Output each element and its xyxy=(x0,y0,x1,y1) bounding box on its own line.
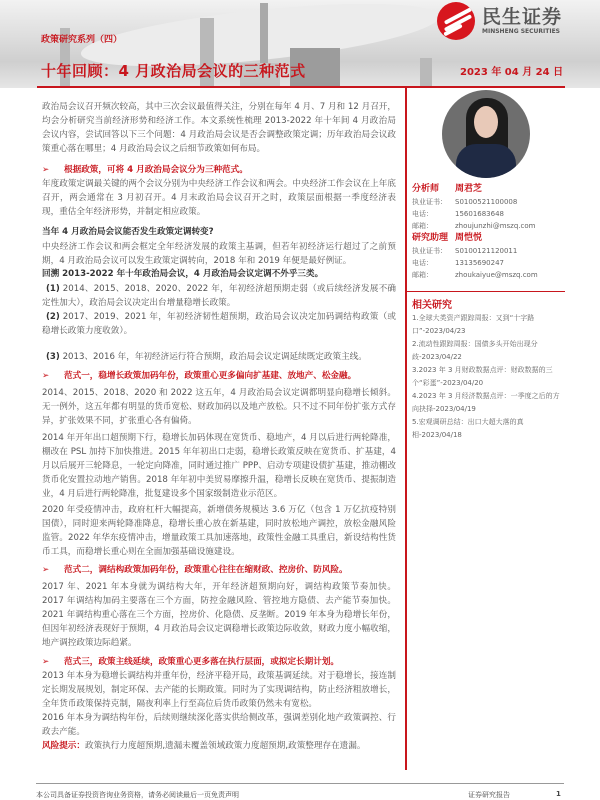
banner-building xyxy=(420,58,432,88)
key-point-text: 范式二，调结构政策加码年份，政策重心往往在缩财政、控房价、防风险。 xyxy=(64,565,348,575)
analyst-name: 周君芝 xyxy=(455,184,483,194)
risk-warning xyxy=(42,739,396,753)
series-label: 政策研究系列（四） xyxy=(41,35,123,45)
item-text: 2013、2016 年，年初经济运行符合预期，政治局会议定调延续既定政策主线。 xyxy=(59,352,367,362)
paragraph: 中央经济工作会议和两会框定全年经济发展的政策主基调，但若年初经济运行超过了之前预期，4 月政治局会议可以发生政策定调转向，2018 年和 2019 年便是最好例证。 xyxy=(42,242,396,266)
paragraph: 2014 年开年出口超预期下行，稳增长加码体现在宽货币、稳地产，4 月以后进行两轮降准，棚改在 PSL 加持下加快推进。2015 年年初出口走弱，稳增长政策反映在宽货币、扩基建，4 月以后展开三轮降息，一轮定向降准，同时通过推广 PPP、启动专项建设债扩基建，推动棚改货币化安置拉动地产销售。2018 年年初中美贸易摩擦升温，稳增长反映在宽货币、提振制造业，4 月后进行两轮降准，批复建设多个国家级制造业示范区。 xyxy=(42,433,396,499)
paragraph: 2020 年受疫情冲击，政府杠杆大幅提高，新增债务规模达 3.6 万亿（包含 1 万亿抗疫特别国债），同时迎来两轮降准降息，稳增长重心放在新基建，同时放松地产调控，放松金融风险监管。2022 年华东疫情冲击，增量政策工具加速落地，政策性金融工具重启，新设结构性货币工具，而稳增长重心则在全面加强基础设施建设。 xyxy=(42,505,396,557)
paragraph: 年度政策定调最关键的两个会议分别为中央经济工作会议和两会。中央经济工作会议在上年底召开，两会通常在 3 月初召开。4 月末政治局会议召开之时，政策层面根据一季度经济表现，重估全年经济形势，并制定相应政策。 xyxy=(42,179,396,217)
paragraph: 2016 年本身为调结构年份，后续则继续深化落实供给侧改革，强调差别化地产政策调控、行政去产能。 xyxy=(42,713,396,737)
role-label: 分析师 xyxy=(412,184,440,194)
header-divider xyxy=(37,86,565,88)
label: 邮箱： xyxy=(412,271,433,279)
arrow-bullet-icon: ➢ xyxy=(42,371,50,381)
value: 15601683648 xyxy=(455,210,504,218)
key-point-1 xyxy=(42,163,396,177)
value: S0100121120011 xyxy=(455,247,518,255)
analyst-photo xyxy=(442,90,530,178)
minsheng-logo-icon xyxy=(437,2,475,40)
key-point-2 xyxy=(42,369,396,383)
analyst-cert xyxy=(412,196,517,208)
page-number: 1 xyxy=(556,790,561,798)
list-item xyxy=(42,310,396,338)
intro-paragraph: 政治局会议召开频次较高，其中三次会议最值得关注，分别在每年 4 月、7 月和 12 月召开，均会分析研究当前经济形势和经济工作。本文系统性梳理 2013-2022 年十年间 4 月政治局会议内容，尝试回答以下三个问题：4 月政治局会议是否会调整政策定调；历年政治局会议政策重心落在哪里；4 月政治局会议之后细节政策如何布局。 xyxy=(42,102,396,154)
paragraph: 2014、2015、2018、2020 和 2022 这五年，4 月政治局会议定调都明显向稳增长倾斜。无一例外，这五年都有明显的货币宽松、财政加码以及地产放松。只不过不同年份扩张方式存异，扩张效果不同，扩张重心各有偏倚。 xyxy=(42,388,396,426)
assistant-cert xyxy=(412,245,517,257)
email-link[interactable]: zhoukaiyue@mszq.com xyxy=(455,271,538,279)
list-item xyxy=(42,282,396,310)
item-number: (3) xyxy=(46,352,60,362)
label: 电话： xyxy=(412,210,433,218)
key-point-3 xyxy=(42,563,396,577)
label: 邮箱： xyxy=(412,222,433,230)
value: 13135690247 xyxy=(455,259,504,267)
footer-divider xyxy=(36,783,564,784)
assistant-email[interactable] xyxy=(412,269,538,281)
role-label: 研究助理 xyxy=(412,233,449,243)
item-number: (1) xyxy=(46,284,60,294)
paragraph: 2017 年、2021 年本身就为调结构大年，开年经济超预期向好，调结构政策节奏加快。2017 年调结构加码主要落在三个方面，防控金融风险、管控地方隐债、去产能节奏加快。2021 年调结构重心落在三个方面，控房价、化隐债、反垄断。2019 年本身为稳增长年份，但因年初经济表现好于预期，4 月政治局会议定调稳增长政策边际收敛，财政力度小幅收缩，地产调控政策边际趋紧。 xyxy=(42,582,396,648)
arrow-bullet-icon: ➢ xyxy=(42,165,50,175)
list-item xyxy=(42,350,396,364)
assistant-name: 周恺悦 xyxy=(455,233,483,243)
key-point-text: 范式一，稳增长政策加码年份，政策重心更多偏向扩基建、放地产、松金融。 xyxy=(64,371,357,381)
analyst-heading xyxy=(412,183,482,195)
risk-text: 政策执行力度超预期,遗漏未覆盖领域政策力度超预期,政策整理存在遗漏。 xyxy=(84,741,366,751)
analyst-phone xyxy=(412,208,504,220)
item-text: 2014、2015、2018、2020、2022 年，年初经济超预期走弱（或后续经济发展不确定性加大），政治局会议决定出台增量稳增长政策。 xyxy=(42,284,396,308)
email-link[interactable]: zhoujunzhi@mszq.com xyxy=(455,222,536,230)
item-text: 2017、2019、2021 年，年初经济韧性超预期，政治局会议决定加码调结构政策（或稳增长政策力度收敛）。 xyxy=(42,312,396,336)
column-divider xyxy=(405,88,407,770)
label: 执业证书： xyxy=(412,198,447,206)
key-point-text: 根据政策，可将 4 月政治局会议分为三种范式。 xyxy=(64,165,248,175)
key-point-text: 范式三，政策主线延续，政策重心更多落在执行层面，或拟定长期计划。 xyxy=(64,657,340,667)
footer-disclaimer: 本公司具备证券投资咨询业务资格，请务必阅读最后一页免责声明 xyxy=(36,791,239,799)
related-item[interactable]: 4.2023 年 3 月经济数据点评：一季度之后的方向抉择-2023/04/19 xyxy=(412,392,560,413)
assistant-phone xyxy=(412,257,504,269)
related-item[interactable]: 3.2023 年 3 月财政数据点评：财政数据的三个“彩蛋”-2023/04/20 xyxy=(412,366,553,387)
risk-label: 风险提示： xyxy=(42,741,85,751)
label: 电话： xyxy=(412,259,433,267)
related-research-list xyxy=(412,312,562,442)
arrow-bullet-icon: ➢ xyxy=(42,565,50,575)
assistant-heading xyxy=(412,232,482,244)
logo-text-cn: 民生证券 xyxy=(482,6,563,28)
summary-heading: 回溯 2013-2022 年十年政治局会议，4 月政治局会议定调不外乎三类。 xyxy=(42,269,324,279)
label: 执业证书： xyxy=(412,247,447,255)
paragraph: 2013 年本身为稳增长调结构并重年份，经济平稳开局，政策基调延续。对于稳增长，接连制定长期发展规划，制定环保、去产能的长期政策。同时为了实现调结构，防止经济粗放增长，全年货币政策保持克制，隔夜利率上行至高位后货币政策仍然未有宽松。 xyxy=(42,671,396,709)
report-title: 十年回顾：4 月政治局会议的三种范式 xyxy=(41,62,306,80)
related-research-title: 相关研究 xyxy=(412,300,452,311)
related-item[interactable]: 5.宏观调研总结：出口大超大落的真相-2023/04/18 xyxy=(412,418,524,439)
question-heading: 当年 4 月政治局会议能否发生政策定调转变? xyxy=(42,227,214,237)
analyst-email[interactable] xyxy=(412,220,535,232)
arrow-bullet-icon: ➢ xyxy=(42,657,50,667)
value: S0100521100008 xyxy=(455,198,518,206)
related-item[interactable]: 1.全球大类资产跟踪周报：又到“十字路口”-2023/04/23 xyxy=(412,314,535,335)
report-date: 2023 年 04 月 24 日 xyxy=(460,67,564,78)
related-item[interactable]: 2.流动性跟踪周报：国债多头开始出现分歧-2023/04/22 xyxy=(412,340,538,361)
logo-text-en: MINSHENG SECURITIES xyxy=(482,28,560,35)
key-point-4 xyxy=(42,655,396,669)
item-number: (2) xyxy=(46,312,60,322)
related-divider xyxy=(405,291,565,292)
footer-report-type: 证券研究报告 xyxy=(468,791,510,799)
